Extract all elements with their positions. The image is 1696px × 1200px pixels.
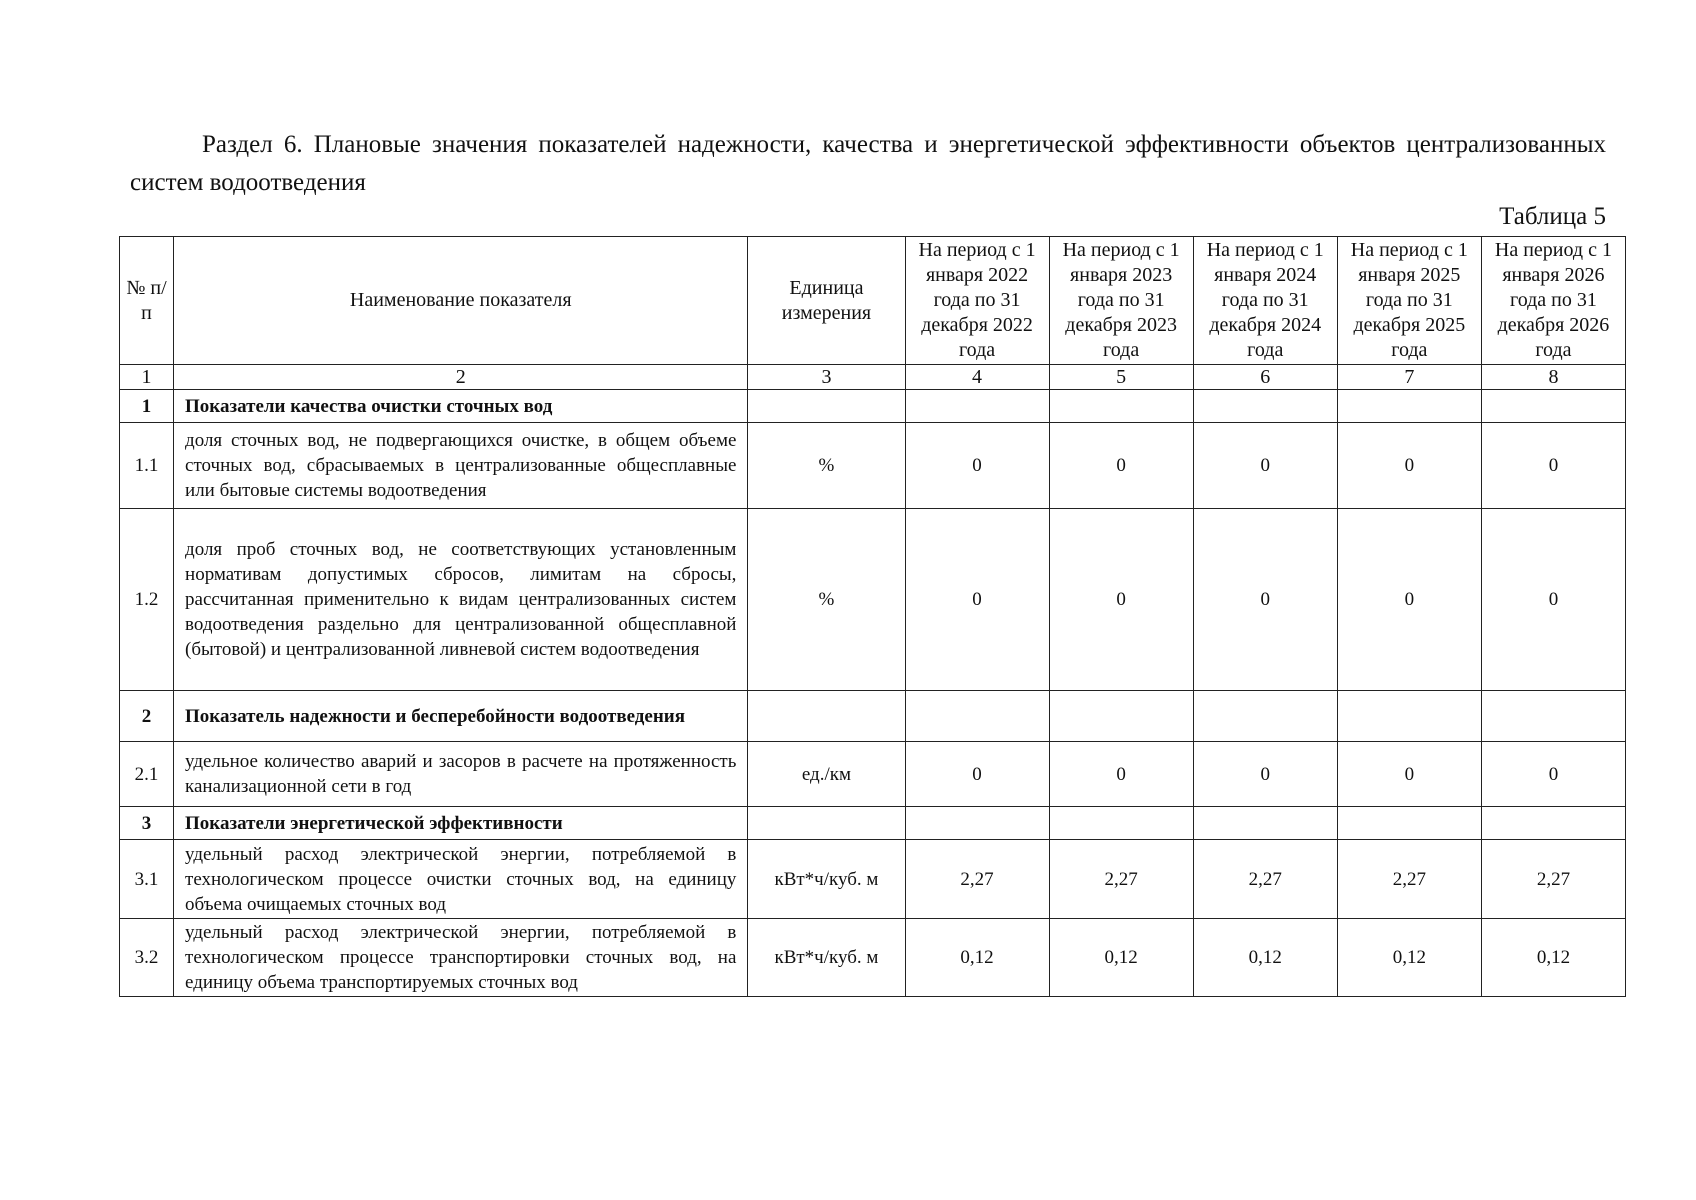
row-name: удельное количество аварий и засоров в расчете на протяженность канализационной сети в год xyxy=(174,742,748,807)
indicators-table xyxy=(119,236,1626,997)
column-number: 2 xyxy=(174,365,748,390)
row-value xyxy=(1481,691,1625,742)
row-value xyxy=(905,691,1049,742)
row-value: 2,27 xyxy=(1481,840,1625,919)
header-unit: Единица измерения xyxy=(748,237,905,365)
column-number-row xyxy=(120,365,1626,390)
column-number: 1 xyxy=(120,365,174,390)
table-label: Таблица 5 xyxy=(1499,203,1606,230)
row-value: 0 xyxy=(1337,742,1481,807)
row-value: 0 xyxy=(1481,423,1625,509)
table-row-1-2 xyxy=(120,509,1626,691)
row-value xyxy=(1049,691,1193,742)
row-value xyxy=(1337,807,1481,840)
row-value: 0,12 xyxy=(1337,919,1481,997)
row-value: 0,12 xyxy=(1049,919,1193,997)
row-name: доля проб сточных вод, не соответствующих установленным нормативам допустимых сбросов, лимитам на сбросы, рассчитанная применительно к видам централизованных систем водоотведения раздельно для централизованной общесплавной (бытовой) и централизованной ливневой систем водоотведения xyxy=(174,509,748,691)
table-row-section-2 xyxy=(120,691,1626,742)
row-number: 2 xyxy=(120,691,174,742)
section-heading: Раздел 6. Плановые значения показателей надежности, качества и энергетической эффективности объектов централизованных систем водоотведения xyxy=(130,131,1606,196)
row-unit xyxy=(748,691,905,742)
row-value: 2,27 xyxy=(1193,840,1337,919)
row-number: 2.1 xyxy=(120,742,174,807)
row-number: 1.2 xyxy=(120,509,174,691)
row-value: 0 xyxy=(1481,509,1625,691)
header-row xyxy=(120,237,1626,365)
row-value: 0 xyxy=(1193,423,1337,509)
row-value: 0 xyxy=(905,742,1049,807)
row-value xyxy=(1481,390,1625,423)
row-number: 1.1 xyxy=(120,423,174,509)
header-period-2026: На период с 1 января 2026 года по 31 декабря 2026 года xyxy=(1481,237,1625,365)
row-name: доля сточных вод, не подвергающихся очистке, в общем объеме сточных вод, сбрасываемых в централизованные общесплавные или бытовые системы водоотведения xyxy=(174,423,748,509)
row-value xyxy=(1193,390,1337,423)
column-number: 5 xyxy=(1049,365,1193,390)
header-name: Наименование показателя xyxy=(174,237,748,365)
row-value: 2,27 xyxy=(1337,840,1481,919)
row-value: 0 xyxy=(1049,742,1193,807)
row-value: 0 xyxy=(1193,742,1337,807)
row-name: удельный расход электрической энергии, потребляемой в технологическом процессе транспортировки сточных вод, на единицу объема транспортируемых сточных вод xyxy=(174,919,748,997)
row-value: 2,27 xyxy=(1049,840,1193,919)
row-value: 0 xyxy=(1193,509,1337,691)
row-value: 0 xyxy=(1049,423,1193,509)
row-value xyxy=(1337,691,1481,742)
row-unit: кВт*ч/куб. м xyxy=(748,919,905,997)
column-number: 3 xyxy=(748,365,905,390)
header-number: № п/п xyxy=(120,237,174,365)
row-value: 2,27 xyxy=(905,840,1049,919)
row-value: 0 xyxy=(1337,509,1481,691)
column-number: 6 xyxy=(1193,365,1337,390)
row-number: 3.2 xyxy=(120,919,174,997)
row-value: 0,12 xyxy=(905,919,1049,997)
row-number: 3 xyxy=(120,807,174,840)
row-unit: % xyxy=(748,509,905,691)
row-number: 3.1 xyxy=(120,840,174,919)
row-unit xyxy=(748,807,905,840)
row-unit: % xyxy=(748,423,905,509)
row-value: 0 xyxy=(905,423,1049,509)
row-value xyxy=(1481,807,1625,840)
row-value xyxy=(1049,390,1193,423)
row-value: 0,12 xyxy=(1481,919,1625,997)
row-number: 1 xyxy=(120,390,174,423)
row-value xyxy=(1049,807,1193,840)
row-name: Показатели энергетической эффективности xyxy=(174,807,748,840)
row-unit: ед./км xyxy=(748,742,905,807)
row-unit: кВт*ч/куб. м xyxy=(748,840,905,919)
column-number: 8 xyxy=(1481,365,1625,390)
row-value: 0 xyxy=(1337,423,1481,509)
row-value: 0 xyxy=(1049,509,1193,691)
header-period-2025: На период с 1 января 2025 года по 31 декабря 2025 года xyxy=(1337,237,1481,365)
row-value xyxy=(1337,390,1481,423)
row-unit xyxy=(748,390,905,423)
row-value xyxy=(1193,807,1337,840)
row-value xyxy=(905,390,1049,423)
row-name: Показатель надежности и бесперебойности водоотведения xyxy=(174,691,748,742)
table-row-section-1 xyxy=(120,390,1626,423)
table-row-3-2 xyxy=(120,919,1626,997)
row-value: 0 xyxy=(1481,742,1625,807)
column-number: 7 xyxy=(1337,365,1481,390)
row-value xyxy=(905,807,1049,840)
table-row-section-3 xyxy=(120,807,1626,840)
table-row-1-1 xyxy=(120,423,1626,509)
row-value xyxy=(1193,691,1337,742)
header-period-2024: На период с 1 января 2024 года по 31 декабря 2024 года xyxy=(1193,237,1337,365)
header-period-2023: На период с 1 января 2023 года по 31 декабря 2023 года xyxy=(1049,237,1193,365)
table-row-3-1 xyxy=(120,840,1626,919)
table-row-2-1 xyxy=(120,742,1626,807)
column-number: 4 xyxy=(905,365,1049,390)
row-name: удельный расход электрической энергии, потребляемой в технологическом процессе очистки сточных вод, на единицу объема очищаемых сточных вод xyxy=(174,840,748,919)
row-name: Показатели качества очистки сточных вод xyxy=(174,390,748,423)
row-value: 0 xyxy=(905,509,1049,691)
header-period-2022: На период с 1 января 2022 года по 31 декабря 2022 года xyxy=(905,237,1049,365)
row-value: 0,12 xyxy=(1193,919,1337,997)
